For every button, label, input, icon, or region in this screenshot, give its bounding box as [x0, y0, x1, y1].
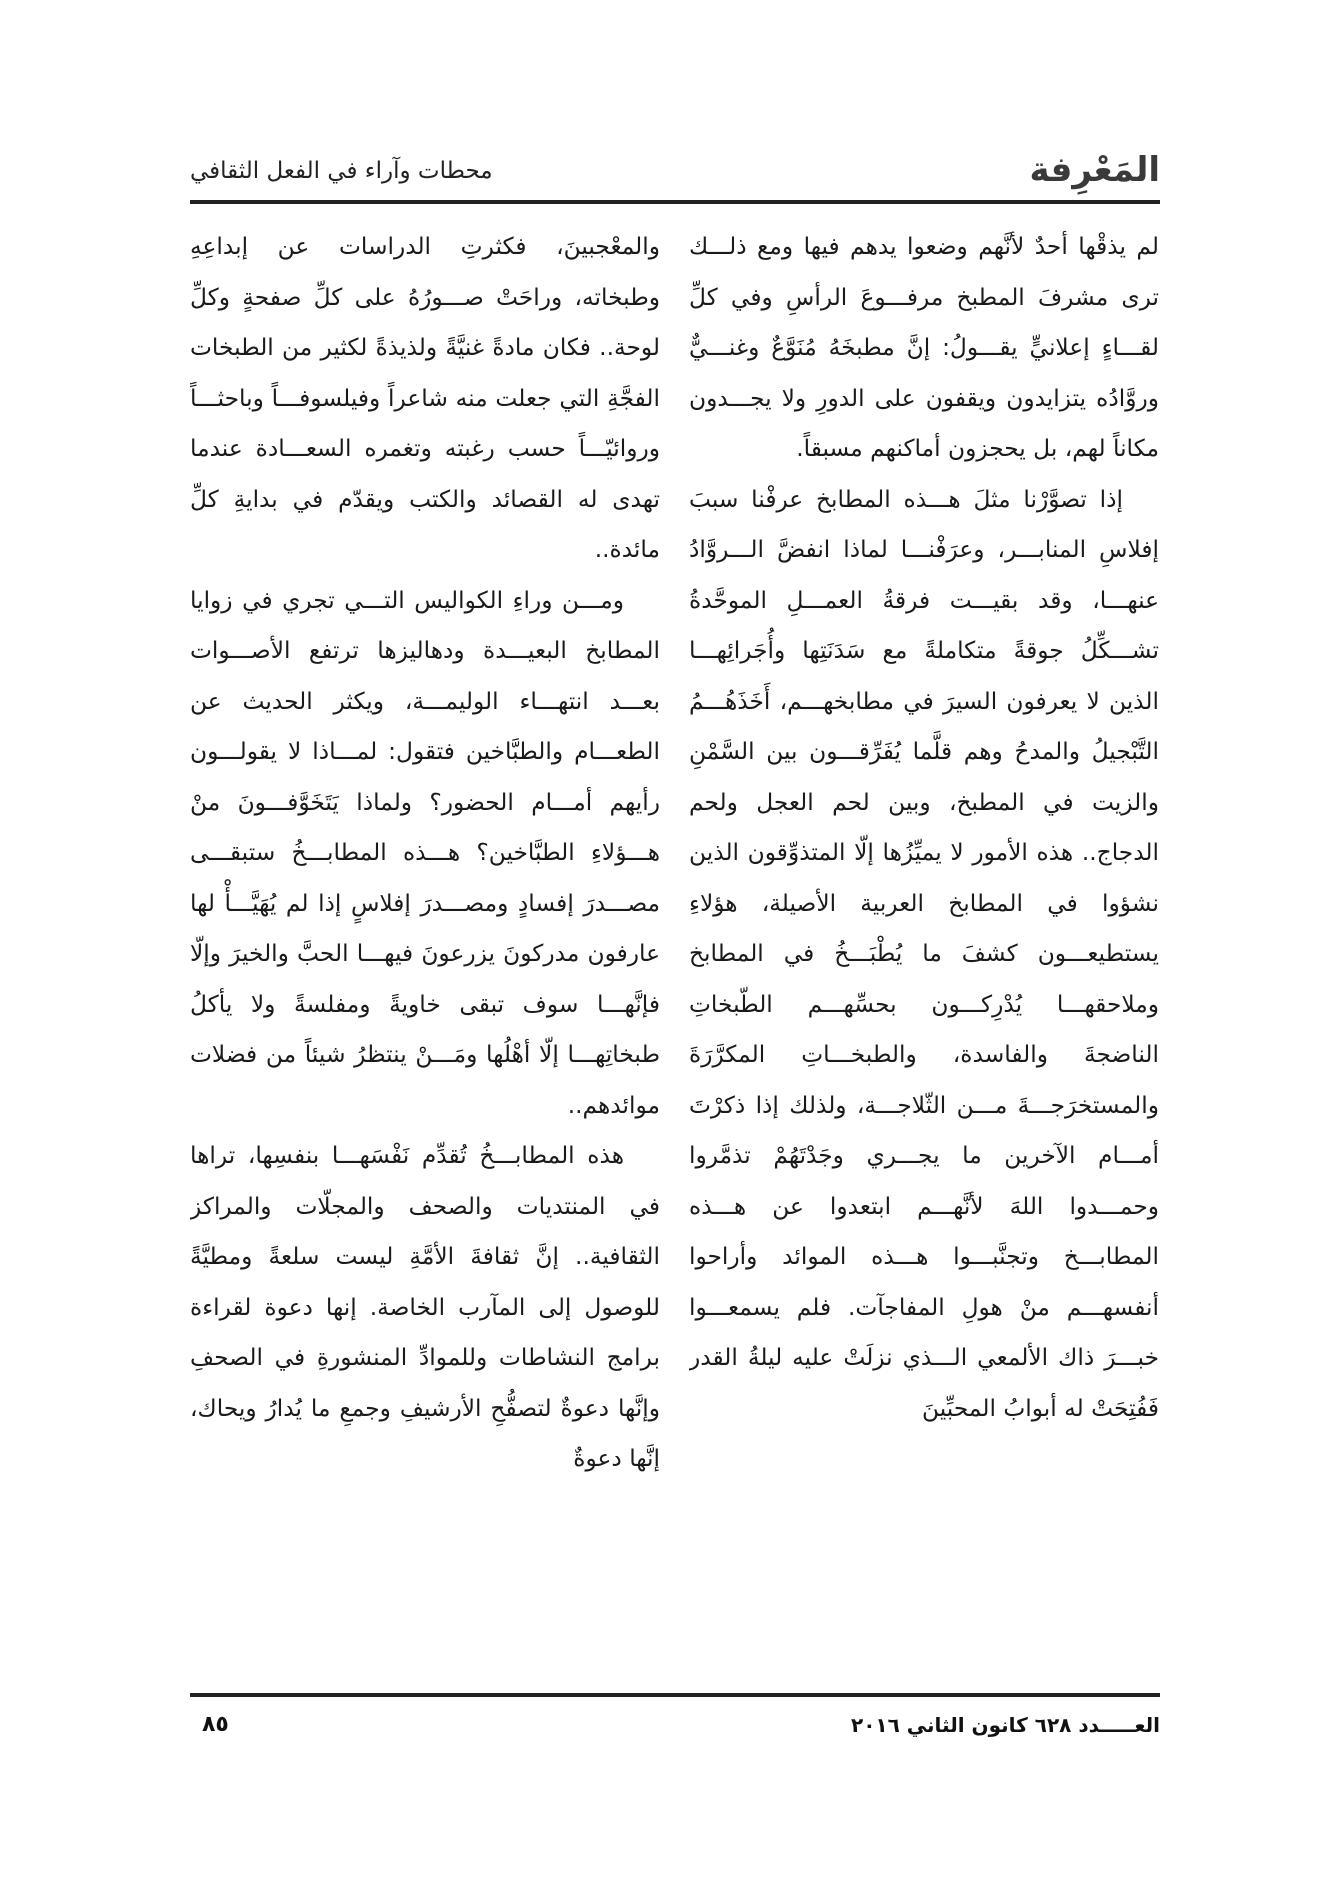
- page-footer: [190, 1708, 1160, 1748]
- magazine-logo: المَعْرِفة: [1029, 150, 1160, 190]
- right-text-column: [689, 222, 1159, 1682]
- paragraph: هذه المطابـــخُ تُقدِّم نَفْسَهـــا بنفسِها، تراها في المنتديات والصحف والمجلّات والمراكز الثقافية.. إنَّ ثقافةَ الأمَّةِ ليست سلعةً ومطيَّةً للوصول إلى المآرب الخاصة. إنها دعوة لقراءة برامج النشاطات وللموادِّ المنشورةِ في الصحفِ وإنَّها دعوةٌ لتصفُّحِ الأرشيفِ وجمعِ ما يُدارُ ويحاك، إنَّها دعوةٌ: [190, 1142, 660, 1472]
- paragraph: ومـــن وراءِ الكواليس التـــي تجري في زوايا المطابخ البعيـــدة ودهاليزها ترتفع الأصـــوات بعـــد انتهـــاء الوليمـــة، ويكثر الحديث عن الطعـــام والطبَّاخين فتقول: لمـــاذا لا يقولـــون رأيهم أمـــام الحضور؟ ولماذا يَتَخَوَّفـــونَ منْ هـــؤلاءِ الطبَّاخين؟ هـــذه المطابـــخُ ستبقـــى مصـــدرَ إفسادٍ ومصـــدرَ إفلاسٍ إذا لم يُهَيَّـــأْ لها عارفون مدركونَ يزرعونَ فيهـــا الحبَّ والخيرَ وإلّا فإنَّهـــا سوف تبقى خاويةً ومفلسةً ولا يأكلُ طبخاتِهـــا إلّا أهْلُها ومَـــنْ ينتظرُ شيئاً من فضلات موائدهم..: [190, 586, 660, 1119]
- header-divider: [190, 200, 1160, 204]
- page-header: [190, 150, 1160, 192]
- paragraph: إذا تصوَّرْنا مثلَ هـــذه المطابخ عرفْنا سببَ إفلاسِ المنابـــر، وعرَفْنـــا لماذا انفضَّ الـــروَّادُ عنهـــا، وقد بقيـــت فرقةُ العمـــلِ الموحَّدةُ تشـــكِّلُ جوقةً متكاملةً مع سَدَنَتِها وأُجَرائِهـــا الذين لا يعرفون السيرَ في مطابخهـــم، أَخَذَهُـــمُ التَّبْجيلُ والمدحُ وهم قلَّما يُفَرِّقـــون بين السَّمْنِ والزيت في المطبخ، وبين لحم العجل ولحم الدجاج.. هذه الأمور لا يميِّزُها إلّا المتذوِّقون الذين نشؤوا في المطابخ العربية الأصيلة، هؤلاءِ يستطيعـــون كشفَ ما يُطْبَـــخُ في المطابخ وملاحقهـــا يُدْرِكـــون بحسِّهـــم الطّبخاتِ الناضجةَ والفاسدة، والطبخـــاتِ المكرَّرَةَ والمستخرَجـــةَ مـــن الثّلاجـــة، ولذلك إذا ذكرْتَ أمـــام الآخرين ما يجـــري وجَدْتَهُمْ تذمَّروا وحمـــدوا اللهَ لأنَّهـــم ابتعدوا عن هـــذه المطابـــخ وتجنَّبـــوا هـــذه الموائد وأراحوا أنفسهـــم منْ هولِ المفاجآت. فلم يسمعـــوا خبـــرَ ذاك الألمعي الـــذي نزلَتْ عليه ليلةُ القدر فَفُتِحَتْ له أبوابُ المحبِّينَ: [689, 485, 1159, 1422]
- page-number: ٨٥: [202, 1712, 229, 1737]
- left-text-column: [190, 222, 660, 1682]
- issue-label: العـــــدد ٦٢٨ كانون الثاني ٢٠١٦: [850, 1713, 1160, 1737]
- paragraph: لم يذقْها أحدٌ لأنَّهم وضعوا يدهم فيها ومع ذلـــك ترى مشرفَ المطبخ مرفـــوعَ الرأسِ وفي كلِّ لقـــاءٍ إعلانيٍّ يقـــولُ: إنَّ مطبخَهُ مُنَوَّعٌ وغنـــيٌّ وروَّادُه يتزايدون ويقفون على الدورِ ولا يجـــدون مكاناً لهم، بل يحجزون أماكنهم مسبقاً.: [689, 233, 1159, 462]
- paragraph: والمعْجبينَ، فكثرتِ الدراسات عن إبداعِهِ وطبخاته، وراحَتْ صـــورُهُ على كلِّ صفحةٍ وكلِّ لوحة.. فكان مادةً غنيَّةً ولذيذةً لكثير من الطبخات الفجَّةِ التي جعلت منه شاعراً وفيلسوفـــاً وباحثـــاً وروائيّـــاً حسب رغبته وتغمره السعـــادة عندما تهدى له القصائد والكتب ويقدّم في بدايةِ كلِّ مائدة..: [190, 233, 660, 563]
- section-title: محطات وآراء في الفعل الثقافي: [190, 158, 493, 184]
- footer-divider: [190, 1693, 1160, 1697]
